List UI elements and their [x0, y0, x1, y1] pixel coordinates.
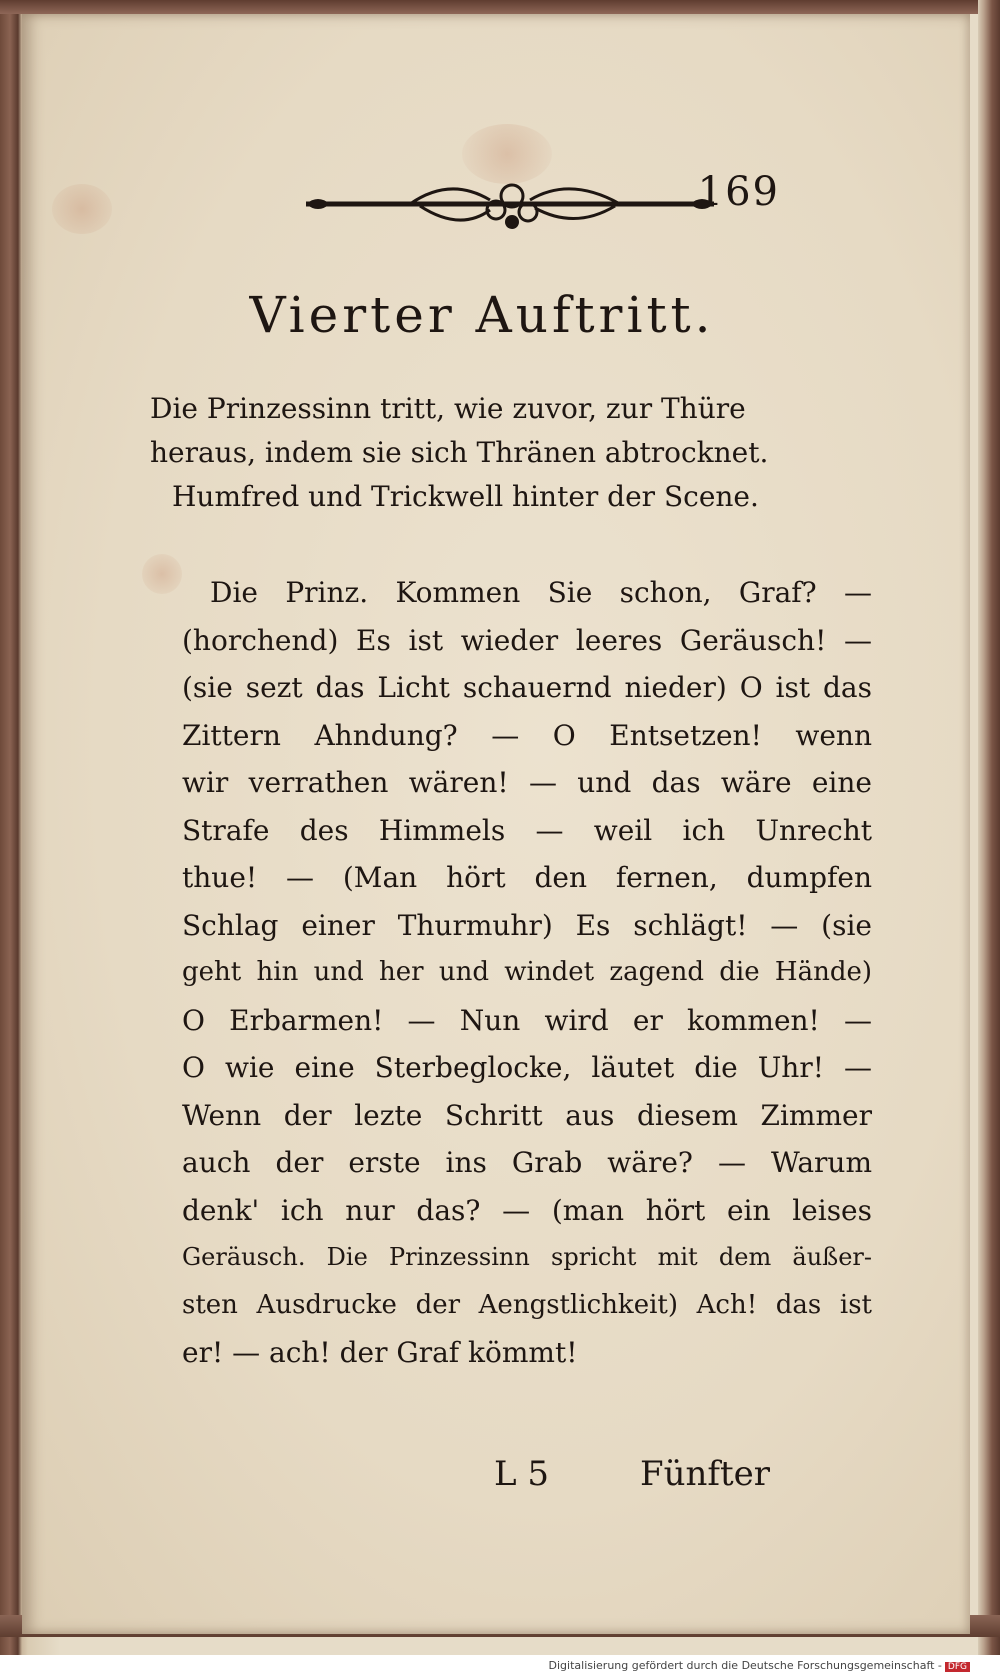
paper-stain: [52, 184, 112, 234]
text-line: (horchend) Es ist wieder leeres Geräusch! —: [182, 623, 872, 657]
text-line: er! — ach! der Graf kömmt!: [182, 1336, 578, 1369]
text-line: wir verrathen wären! — und das wäre eine: [182, 766, 872, 799]
dfg-logo-icon: DFG: [945, 1662, 970, 1672]
stage-direction-line: Die Prinzessinn tritt, wie zuvor, zur Thüre: [150, 392, 746, 425]
text-line: (sie sezt das Licht schauernd nieder) O ist das: [182, 671, 872, 704]
text-line: thue! — (Man hört den fernen, dumpfen: [182, 861, 872, 894]
stage-direction-line: heraus, indem sie sich Thränen abtrocknet.: [150, 436, 769, 469]
text-line: O Erbarmen! — Nun wird er kommen! —: [182, 1003, 872, 1037]
binding-top-edge: [0, 0, 1000, 14]
text-line: denk' ich nur das? — (man hört ein leises: [182, 1193, 872, 1227]
text-line: Strafe des Himmels — weil ich Unrecht: [182, 813, 872, 847]
page-number: 169: [697, 169, 780, 215]
text-line: auch der erste ins Grab wäre? — Warum: [182, 1146, 872, 1179]
footer-credit-text: Digitalisierung gefördert durch die Deutsche Forschungsgemeinschaft -: [548, 1659, 942, 1672]
text-line: Die Prinz. Kommen Sie schon, Graf? —: [210, 576, 872, 609]
signature-mark: L 5: [494, 1454, 550, 1494]
scene-heading: Vierter Auftritt.: [249, 286, 715, 344]
text-line: Geräusch. Die Prinzessinn spricht mit dem äußer-: [182, 1243, 872, 1271]
binding-right-edge: [978, 0, 1000, 1655]
text-line: Zittern Ahndung? — O Entsetzen! wenn: [182, 718, 872, 752]
dialogue-text-block: [182, 569, 872, 1377]
catchword: Fünfter: [639, 1454, 770, 1494]
text-line: Wenn der lezte Schritt aus diesem Zimmer: [182, 1098, 872, 1132]
paper-stain: [142, 554, 182, 594]
text-line: O wie eine Sterbeglocke, läutet die Uhr! —: [182, 1051, 872, 1084]
decorative-ornament-icon: [300, 170, 720, 240]
text-line: geht hin und her und windet zagend die Hände): [182, 957, 872, 987]
footer-credit: [549, 1659, 970, 1672]
paper-page: [22, 14, 970, 1634]
text-line: sten Ausdrucke der Aengstlichkeit) Ach! das ist: [182, 1289, 872, 1320]
text-line: Schlag einer Thurmuhr) Es schlägt! — (sie: [182, 908, 872, 942]
stage-direction-line: Humfred und Trickwell hinter der Scene.: [172, 480, 759, 513]
digitization-footer: [0, 1655, 1000, 1673]
